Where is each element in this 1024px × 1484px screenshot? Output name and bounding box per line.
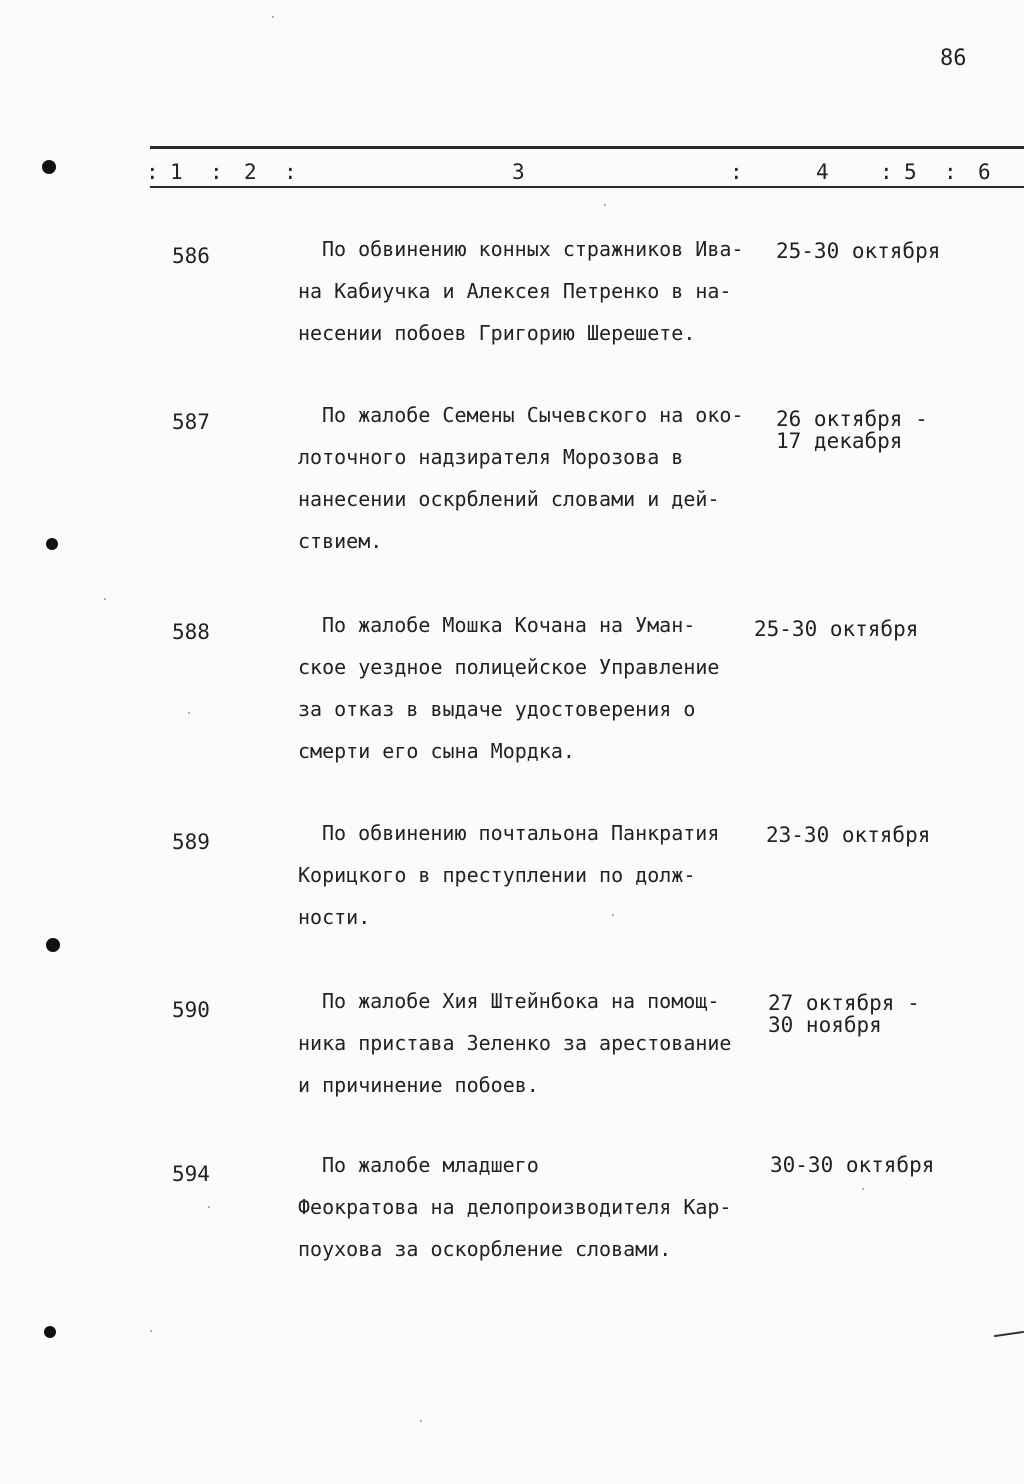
entry-line: По обвинению конных стражников Ива- <box>322 237 744 261</box>
entry-line: Феократова на делопроизводителя Кар- <box>298 1195 732 1219</box>
entry-number: 587 <box>172 410 210 434</box>
scan-fleck <box>150 1330 152 1332</box>
entry-line: По жалобе младшего <box>322 1153 539 1177</box>
entry-line: ское уездное полицейское Управление <box>298 655 720 679</box>
scan-fleck <box>188 712 190 714</box>
entry-number: 586 <box>172 244 210 268</box>
entry-description <box>298 812 768 938</box>
entry-dates <box>766 824 930 846</box>
date-line: 25-30 октября <box>754 617 919 641</box>
col-sep: : <box>730 160 743 184</box>
entry-dates <box>776 240 940 262</box>
binder-hole <box>46 938 60 952</box>
entry-line: на Кабиучка и Алексея Петренко в на- <box>298 279 732 303</box>
date-line: 25-30 октября <box>776 239 941 263</box>
col-sep: : <box>944 160 957 184</box>
scan-fleck <box>612 914 614 916</box>
date-line: 27 октября - <box>768 991 920 1015</box>
entry-line: смерти его сына Мордка. <box>298 739 575 763</box>
col-5: 5 <box>904 160 917 184</box>
scan-fleck <box>420 1420 422 1422</box>
entry-line: несении побоев Григорию Шерешете. <box>298 321 696 345</box>
entry-line: поухова за оскорбление словами. <box>298 1237 672 1261</box>
entry-line: По жалобе Мошка Кочана на Уман- <box>322 613 696 637</box>
scan-fleck <box>862 1188 864 1190</box>
entry-line: ствием. <box>298 529 383 553</box>
binder-hole <box>42 160 56 174</box>
edge-mark <box>994 1331 1024 1337</box>
entry-number: 589 <box>172 830 210 854</box>
entry-description <box>298 604 768 772</box>
entry-number: 594 <box>172 1162 210 1186</box>
entry-description <box>298 228 768 354</box>
scan-fleck <box>104 598 106 600</box>
entry-line: Корицкого в преступлении по долж- <box>298 863 696 887</box>
entry-number: 588 <box>172 620 210 644</box>
entry-dates <box>776 408 928 452</box>
col-sep: : <box>284 160 297 184</box>
entry-line: ности. <box>298 905 371 929</box>
entry-line: и причинение побоев. <box>298 1073 539 1097</box>
col-6: 6 <box>978 160 991 184</box>
entry-line: По жалобе Хия Штейнбока на помощ- <box>322 989 720 1013</box>
entry-description <box>298 1144 768 1270</box>
col-4: 4 <box>816 160 829 184</box>
entry-dates <box>770 1154 934 1176</box>
date-line: 23-30 октября <box>766 823 931 847</box>
col-1: 1 <box>170 160 183 184</box>
entry-line: за отказ в выдаче удостоверения о <box>298 697 696 721</box>
date-line: 30 ноября <box>768 1013 882 1037</box>
date-line: 26 октября - <box>776 407 928 431</box>
date-line: 17 декабря <box>776 429 903 453</box>
entry-description <box>298 980 768 1106</box>
date-line: 30-30 октября <box>770 1153 935 1177</box>
binder-hole <box>46 538 58 550</box>
scan-fleck <box>604 204 606 206</box>
entry-line: По жалобе Семены Сычевского на око- <box>322 403 744 427</box>
col-2: 2 <box>244 160 257 184</box>
entry-dates <box>768 992 920 1036</box>
entry-line: ника пристава Зеленко за арестование <box>298 1031 732 1055</box>
col-sep: : <box>146 160 159 184</box>
entry-line: нанесении оскрблений словами и дей- <box>298 487 720 511</box>
col-3: 3 <box>512 160 525 184</box>
binder-hole <box>44 1326 56 1338</box>
scan-fleck <box>272 16 274 18</box>
header-bottom-rule <box>150 186 1024 188</box>
entry-dates <box>754 618 918 640</box>
header-top-rule <box>150 146 1024 149</box>
entry-number: 590 <box>172 998 210 1022</box>
col-sep: : <box>210 160 223 184</box>
page-number: 86 <box>940 46 967 71</box>
entry-description <box>298 394 768 562</box>
entry-line: лоточного надзирателя Морозова в <box>298 445 684 469</box>
col-sep: : <box>880 160 893 184</box>
scan-fleck <box>208 1206 210 1208</box>
entry-line: По обвинению почтальона Панкратия <box>322 821 720 845</box>
